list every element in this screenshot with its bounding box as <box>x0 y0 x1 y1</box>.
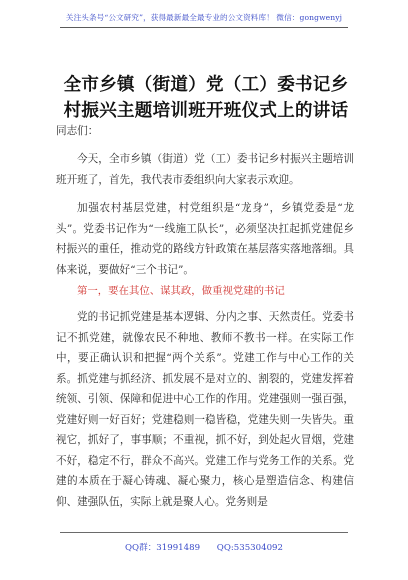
section-heading: 第一，要在其位、谋其政，做重视党建的书记 <box>77 285 285 297</box>
paragraph-body: 党的书记抓党建是基本逻辑、分内之事、天然责任。党委书记不抓党建，就像农民不种地、教师不教书一样。在实际工作中，要正确认识和把握“两个关系”。党建工作与中心工作的关系。抓党建与抓经济、抓发展不是对立的、割裂的，党建发挥着统领、引领、保障和促进中心工作的作用。党建强则一强百强，党建好则一好百好；党建稳则一稳皆稳，党建失则一失皆失。重视它，抓好了，事事顺；不重视，抓不好，到处起火冒烟，党建不好，稳定不行，群众不高兴。党建工作与党务工作的关系。党建的本质在于凝心铸魂、凝心聚力，核心是塑造信念、构建信仰、建强队伍，实际上就是聚人心。党务则是 <box>56 311 354 508</box>
paragraph-intro: 加强农村基层党建，村党组织是“龙身”，乡镇党委是“龙头”。党委书记作为“一线施工队长”，必须坚决扛起抓党建促乡村振兴的重任，推动党的路线方针政策在基层落实落地落细。具体来说，要做好“三个书记”。 <box>56 202 354 276</box>
header-divider <box>60 27 348 28</box>
footer-qq-group: QQ群：31991489 <box>125 543 201 553</box>
document-title: 全市乡镇（街道）党（工）委书记乡村振兴主题培训班开班仪式上的讲话 <box>63 75 349 121</box>
footer-contact <box>0 541 408 553</box>
footer-qq: QQ:535304092 <box>216 543 283 553</box>
greeting: 同志们： <box>56 125 99 137</box>
header-banner-text[interactable]: 关注头条号“公文研究”，获得最新最全最专业的公文资料库！ 微信：gongwenyj <box>65 13 343 22</box>
paragraph-welcome: 今天，全市乡镇（街道）党（工）委书记乡村振兴主题培训班开班了，首先，我代表市委组织向大家表示欢迎。 <box>56 153 354 186</box>
footer-divider <box>60 532 348 533</box>
